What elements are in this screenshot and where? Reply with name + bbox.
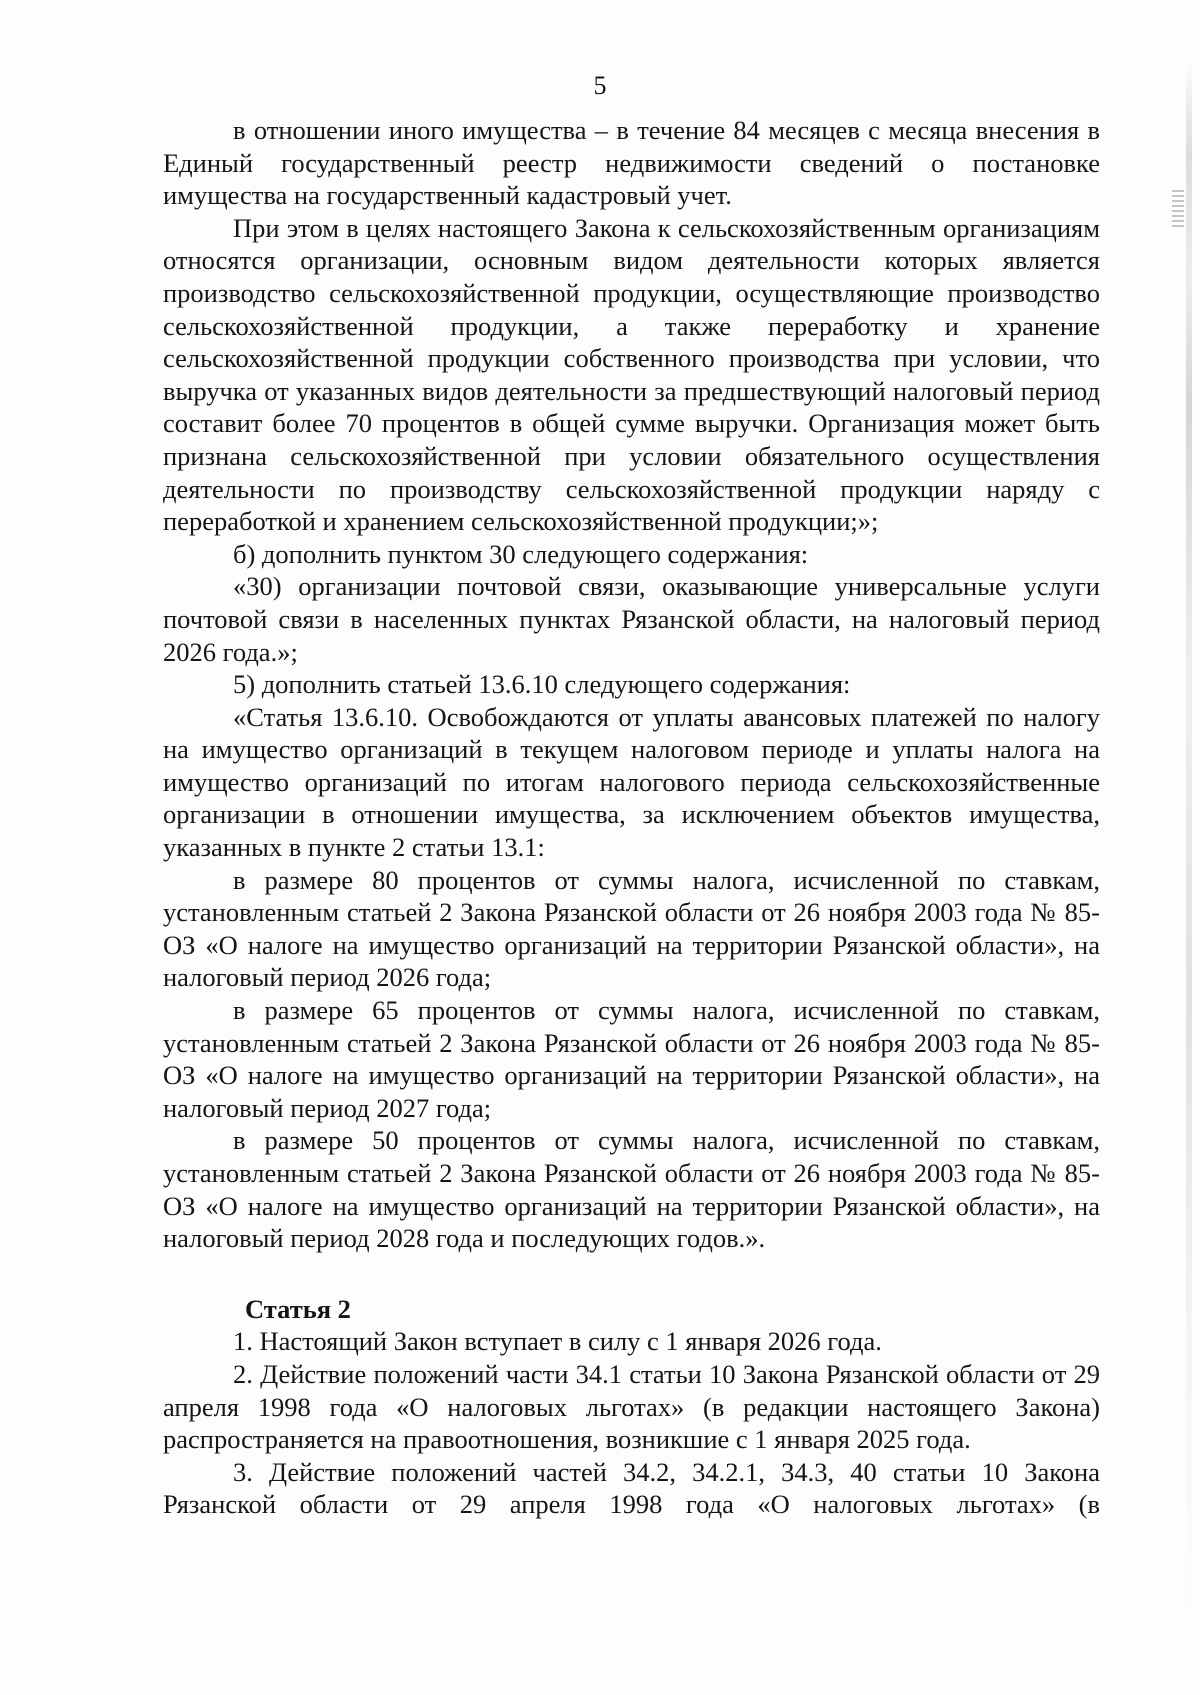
document-body (163, 114, 1100, 1521)
paragraph-point-30: «30) организации почтовой связи, оказывающие универсальные услуги почтовой связи в населенных пунктах Рязанской области, на налоговый период 2026 года.»; (163, 571, 1100, 667)
article-2-item-1: 1. Настоящий Закон вступает в силу с 1 января 2026 года. (233, 1326, 882, 1357)
paragraph-amendment-5: 5) дополнить статьей 13.6.10 следующего содержания: (233, 669, 851, 700)
paragraph-amendment-b: б) дополнить пунктом 30 следующего содержания: (233, 538, 809, 569)
paragraph-article-13-6-10: «Статья 13.6.10. Освобождаются от уплаты авансовых платежей по налогу на имущество организаций в текущем налоговом периоде и уплаты налога на имущество организаций по итогам налогового периода сельскохозяйственные организации в отношении имущества, за исключением объектов имущества, указанных в пункте 2 статьи 13.1: (163, 701, 1100, 863)
paragraph-other-property: в отношении иного имущества – в течение 84 месяцев с месяца внесения в Единый государственный реестр недвижимости сведений о постановке имущества на государственный кадастровый учет. (163, 115, 1100, 211)
article-2-item-3: 3. Действие положений частей 34.2, 34.2.1, 34.3, 40 статьи 10 Закона Рязанской области от 29 апреля 1998 года «О налоговых льготах» (в (163, 1456, 1100, 1520)
article-2-item-2: 2. Действие положений части 34.1 статьи 10 Закона Рязанской области от 29 апреля 1998 года «О налоговых льготах» (в редакции настоящего Закона) распространяется на правоотношения, возникшие с 1 января 2025 года. (163, 1358, 1100, 1455)
scan-mark-artifact (1172, 190, 1184, 230)
paragraph-agricultural-definition: При этом в целях настоящего Закона к сельскохозяйственным организациям относятся организации, основным видом деятельности которых является производство сельскохозяйственной продукции, осуществляющие производство сельскохозяйственной продукции, а также переработку и хранение сельскохозяйственной продукции собственного производства при условии, что выручка от указанных видов деятельности за предшествующий налоговый период составит более 70 процентов в общей сумме выручки. Организация может быть признана сельскохозяйственной при условии обязательного осуществления деятельности по производству сельскохозяйственной продукции наряду с переработкой и хранением сельскохозяйственной продукции;»; (163, 212, 1100, 537)
article-2-heading: Статья 2 (245, 1293, 351, 1324)
scan-edge-artifact (1186, 60, 1192, 1620)
paragraph-rate-50: в размере 50 процентов от суммы налога, исчисленной по ставкам, установленным статьей 2 Закона Рязанской области от 26 ноября 2003 года № 85-ОЗ «О налоге на имущество организаций на территории Рязанской области», на налоговый период 2028 года и последующих годов.». (163, 1125, 1100, 1254)
paragraph-rate-65: в размере 65 процентов от суммы налога, исчисленной по ставкам, установленным статьей 2 Закона Рязанской области от 26 ноября 2003 года № 85-ОЗ «О налоге на имущество организаций на территории Рязанской области», на налоговый период 2027 года; (163, 995, 1100, 1123)
paragraph-rate-80: в размере 80 процентов от суммы налога, исчисленной по ставкам, установленным статьей 2 Закона Рязанской области от 26 ноября 2003 года № 85-ОЗ «О налоге на имущество организаций на территории Рязанской области», на налоговый период 2026 года; (163, 864, 1100, 993)
page-number: 5 (593, 71, 607, 100)
